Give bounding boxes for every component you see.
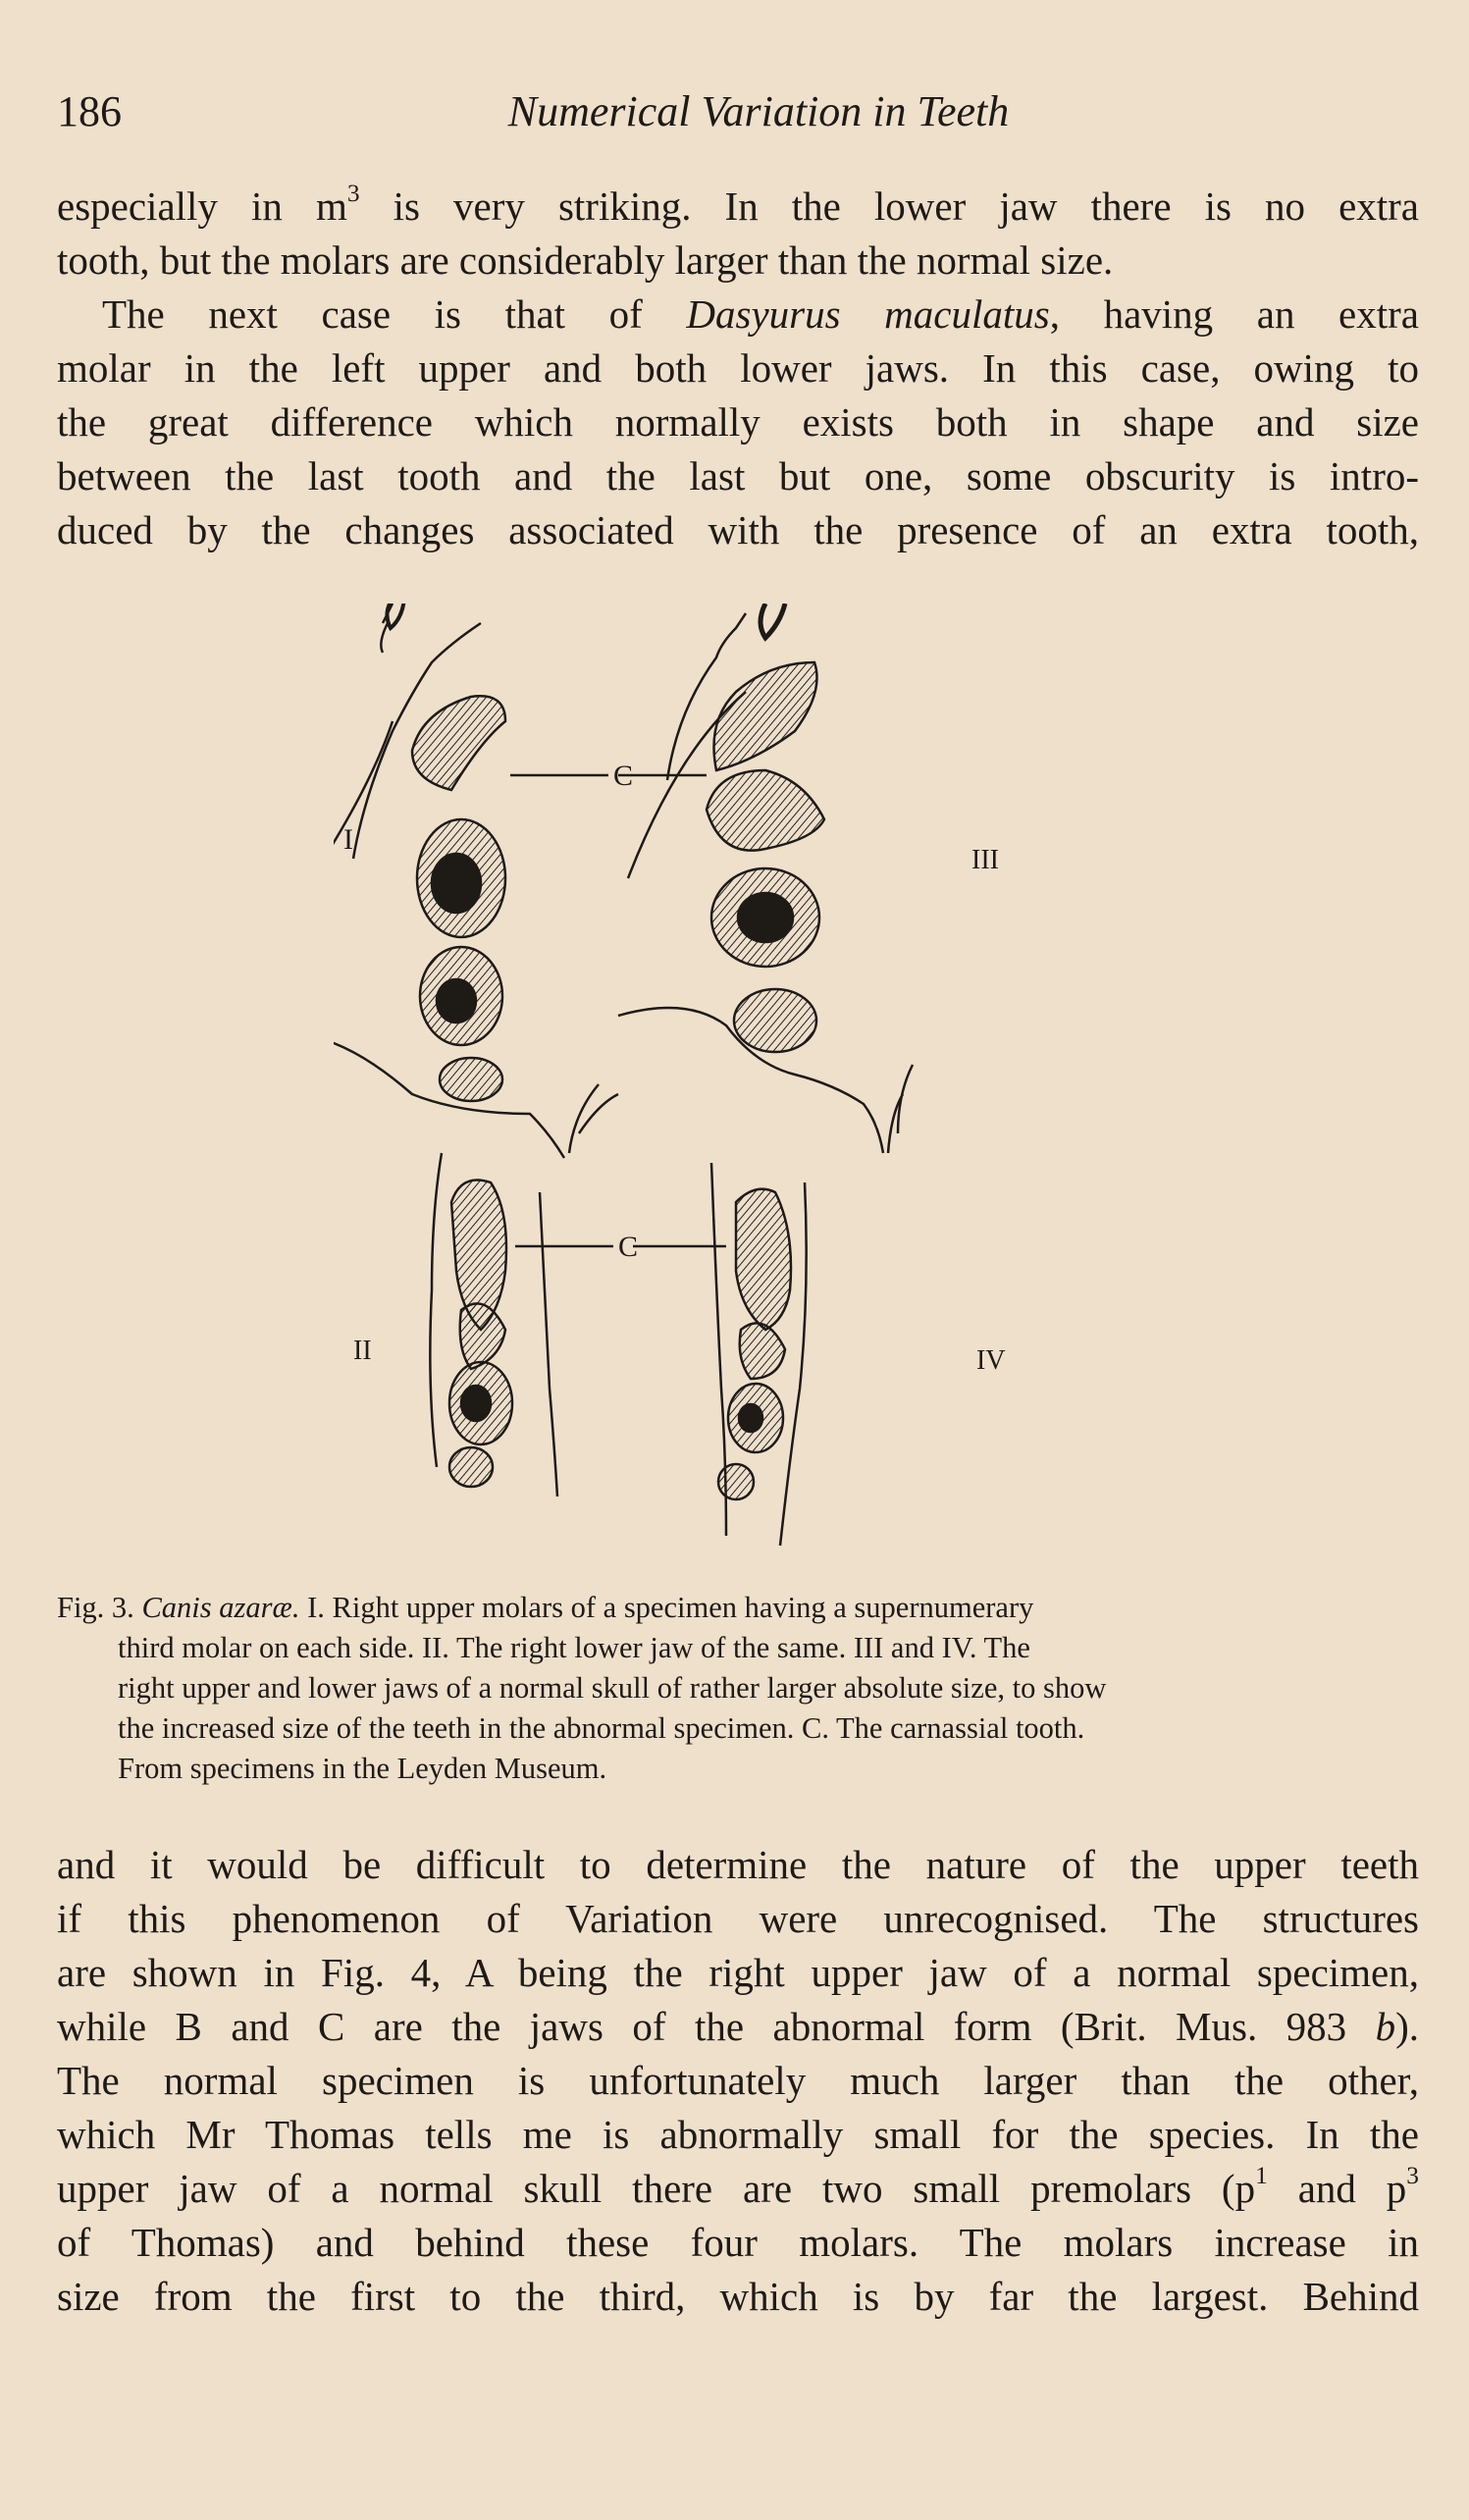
species-name: Dasyurus maculatus: [686, 291, 1050, 337]
page-header: [57, 86, 1421, 145]
paragraph-2: [57, 288, 1419, 557]
upper-jaw-abnormal-I: [334, 604, 618, 1158]
figure-label-I: I: [343, 823, 353, 856]
upper-jaw-normal-III: [618, 604, 913, 1153]
figure-3-teeth-illustration: [334, 604, 1168, 1575]
text-line: the great difference which normally exists both in shape and size: [57, 399, 1419, 445]
figure-label-II: II: [353, 1336, 372, 1366]
text-line: tooth, but the molars are considerably larger than the normal size.: [57, 237, 1114, 283]
figure-label-C-lower: C: [618, 1231, 639, 1263]
text-line: especially in $m^3$ is very striking. In the lower jaw there is no extra: [57, 179, 1420, 229]
text-line: while B and C are the jaws of the abnormal form (Brit. Mus. 983 b).: [57, 2004, 1419, 2049]
teeth-drawing: [334, 604, 1168, 1575]
figure-caption: [57, 1588, 1421, 1789]
running-title: Numerical Variation in Teeth: [507, 87, 1010, 135]
lower-jaw-abnormal-II: [430, 1153, 613, 1496]
text-line: upper jaw of a normal skull there are two small premolars ($p^1$ and $p^3$: [57, 2161, 1419, 2211]
caption-line: From specimens in the Leyden Museum.: [118, 1752, 607, 1785]
text-line: The normal specimen is unfortunately much larger than the other,: [57, 2058, 1419, 2103]
figure-label-IV: IV: [976, 1345, 1006, 1376]
text-line: are shown in Fig. 4, A being the right upper jaw of a normal specimen,: [57, 1950, 1419, 1995]
text-line: between the last tooth and the last but one, some obscurity is intro-: [57, 453, 1419, 499]
paragraph-1: [57, 180, 1419, 288]
text-line: size from the first to the third, which is by far the largest. Behind: [57, 2274, 1419, 2319]
text-line: and it would be difficult to determine the nature of the upper teeth: [57, 1842, 1419, 1887]
text-line: molar in the left upper and both lower jaws. In this case, owing to: [57, 345, 1419, 391]
caption-line: right upper and lower jaws of a normal skull of rather larger absolute size, to show: [118, 1671, 1107, 1705]
caption-species: Canis azaræ.: [141, 1591, 300, 1624]
caption-line: third molar on each side. II. The right lower jaw of the same. III and IV. The: [118, 1631, 1030, 1664]
text-line: duced by the changes associated with the presence of an extra tooth,: [57, 507, 1419, 552]
caption-line: the increased size of the teeth in the abnormal specimen. C. The carnassial tooth.: [118, 1711, 1085, 1745]
text-line: The next case is that of Dasyurus maculatus, having an extra: [102, 291, 1419, 337]
page-number: 186: [57, 87, 122, 135]
text-line: if this phenomenon of Variation were unrecognised. The structures: [57, 1896, 1419, 1941]
figure-label-C-upper: C: [613, 760, 634, 792]
paragraph-3: [57, 1838, 1419, 2324]
figure-label-III: III: [971, 845, 999, 875]
lower-jaw-normal-IV: [633, 1163, 807, 1546]
text-line: of Thomas) and behind these four molars. The molars increase in: [57, 2220, 1419, 2265]
caption-line: Fig. 3. Canis azaræ. I. Right upper molars of a specimen having a supernumerary: [57, 1591, 1034, 1624]
text-line: which Mr Thomas tells me is abnormally small for the species. In the: [57, 2112, 1419, 2157]
